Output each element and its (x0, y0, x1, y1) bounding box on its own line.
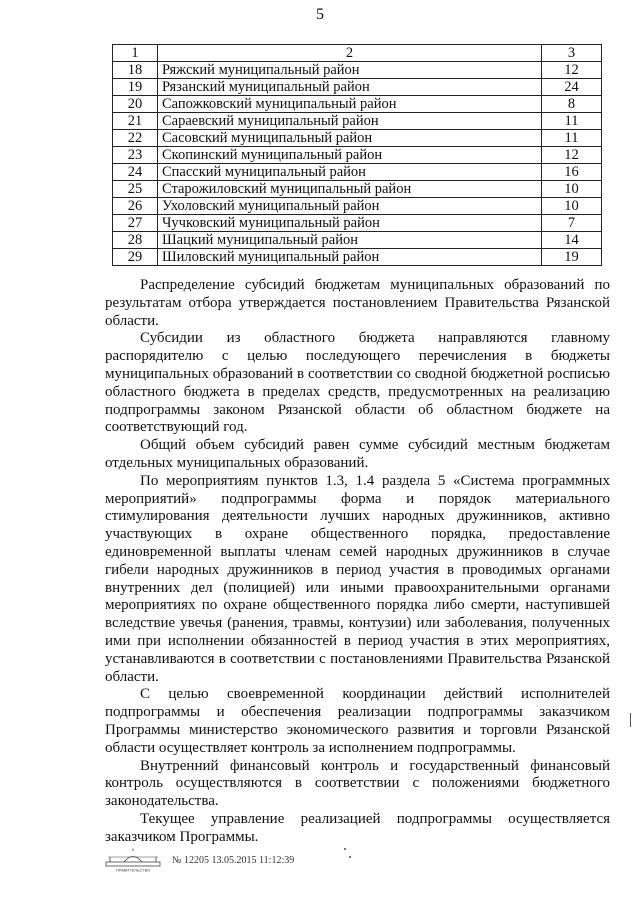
table-row (113, 96, 602, 113)
paragraph-subsidy-transfer: Субсидии из областного бюджета направляются главному распорядителю с целью последующего перечисления в бюджеты муниципальных образований в соответствии со сводной бюджетной росписью областного бюджета в пределах средств, предусмотренных на реализацию подпрограммы законом Рязанской области об областном бюджете на соответствующий год. (105, 330, 610, 436)
paragraph-total-volume: Общий объем субсидий равен сумме субсидий местным бюджетам отдельных муниципальных образований. (105, 437, 610, 471)
paragraph-management: Текущее управление реализацией подпрограммы осуществляется заказчиком Программы. (105, 810, 610, 845)
row-number: 29 (113, 249, 158, 266)
row-number: 28 (113, 232, 158, 249)
body-text (105, 277, 610, 847)
paragraph-volunteer-incentives: По мероприятиям пунктов 1.3, 1.4 раздела 5 «Система программных мероприятий» подпрограммы форма и порядок материального стимулирования деятельности лучших народных дружинников, активно участвующих в охране общественного порядка, предоставление единовременной выплаты членам семей народных дружинников в случае гибели народных дружинников в период участия в проводимых органами внутренних дел (полицией) или иными правоохранительными органами мероприятиях по охране общественного порядка либо смерти, наступившей вследствие увечья (ранения, травмы, контузии) или заболевания, полученных ими при исполнении обязанностей в период участия в этих мероприятиях, устанавливаются в соответствии с постановлениями Правительства Рязанской области. (105, 472, 610, 685)
header-cell-number: 1 (113, 45, 158, 62)
table-row (113, 164, 602, 181)
page-number: 5 (316, 6, 324, 23)
row-value: 16 (542, 164, 602, 181)
row-region-name: Ухоловский муниципальный район (158, 198, 542, 215)
government-building-icon (102, 848, 164, 872)
header-cell-name: 2 (158, 45, 542, 62)
table-row (113, 198, 602, 215)
row-region-name: Спасский муниципальный район (158, 164, 542, 181)
table-body (113, 45, 602, 266)
row-region-name: Шиловский муниципальный район (158, 249, 542, 266)
row-number: 26 (113, 198, 158, 215)
table-row (113, 249, 602, 266)
paragraph-coordination: С целью своевременной координации действий исполнителей подпрограммы и обеспечения реализации подпрограммы заказчиком Программы министерство экономического развития и торговли Рязанской области осуществляет контроль за исполнением подпрограммы. (105, 686, 610, 756)
paragraph-financial-control: Внутренний финансовый контроль и государственный финансовый контроль осуществляются в соответствии с положениями бюджетного законодательства. (105, 757, 610, 810)
row-region-name: Старожиловский муниципальный район (158, 181, 542, 198)
row-region-name: Сараевский муниципальный район (158, 113, 542, 130)
row-value: 12 (542, 147, 602, 164)
table-row (113, 232, 602, 249)
table-row (113, 62, 602, 79)
row-region-name: Рязанский муниципальный район (158, 79, 542, 96)
table-row (113, 113, 602, 130)
row-value: 12 (542, 62, 602, 79)
table-row (113, 147, 602, 164)
row-region-name: Сапожковский муниципальный район (158, 96, 542, 113)
row-number: 27 (113, 215, 158, 232)
row-region-name: Чучковский муниципальный район (158, 215, 542, 232)
document-footer (102, 848, 294, 872)
table-row (113, 79, 602, 96)
row-number: 24 (113, 164, 158, 181)
row-number: 19 (113, 79, 158, 96)
row-value: 10 (542, 181, 602, 198)
row-value: 14 (542, 232, 602, 249)
row-number: 23 (113, 147, 158, 164)
row-number: 18 (113, 62, 158, 79)
row-number: 22 (113, 130, 158, 147)
header-cell-value: 3 (542, 45, 602, 62)
row-number: 25 (113, 181, 158, 198)
table-header-row (113, 45, 602, 62)
subsidy-distribution-table (112, 44, 602, 266)
row-value: 11 (542, 130, 602, 147)
registration-stamp: № 12205 13.05.2015 11:12:39 (172, 854, 295, 866)
row-region-name: Скопинский муниципальный район (158, 147, 542, 164)
table-row (113, 215, 602, 232)
row-value: 7 (542, 215, 602, 232)
logo-text: ПРАВИТЕЛЬСТВО (115, 867, 151, 872)
scan-dot (349, 856, 351, 858)
row-value: 24 (542, 79, 602, 96)
row-value: 19 (542, 249, 602, 266)
row-value: 10 (542, 198, 602, 215)
row-number: 20 (113, 96, 158, 113)
scan-dot (344, 848, 346, 850)
row-value: 8 (542, 96, 602, 113)
row-region-name: Сасовский муниципальный район (158, 130, 542, 147)
row-value: 11 (542, 113, 602, 130)
paragraph-subsidy-distribution: Распределение субсидий бюджетам муниципальных образований по результатам отбора утверждается постановлением Правительства Рязанской области. (105, 277, 610, 329)
row-region-name: Ряжский муниципальный район (158, 62, 542, 79)
table-row (113, 181, 602, 198)
margin-mark (630, 713, 633, 727)
table-row (113, 130, 602, 147)
row-number: 21 (113, 113, 158, 130)
row-region-name: Шацкий муниципальный район (158, 232, 542, 249)
